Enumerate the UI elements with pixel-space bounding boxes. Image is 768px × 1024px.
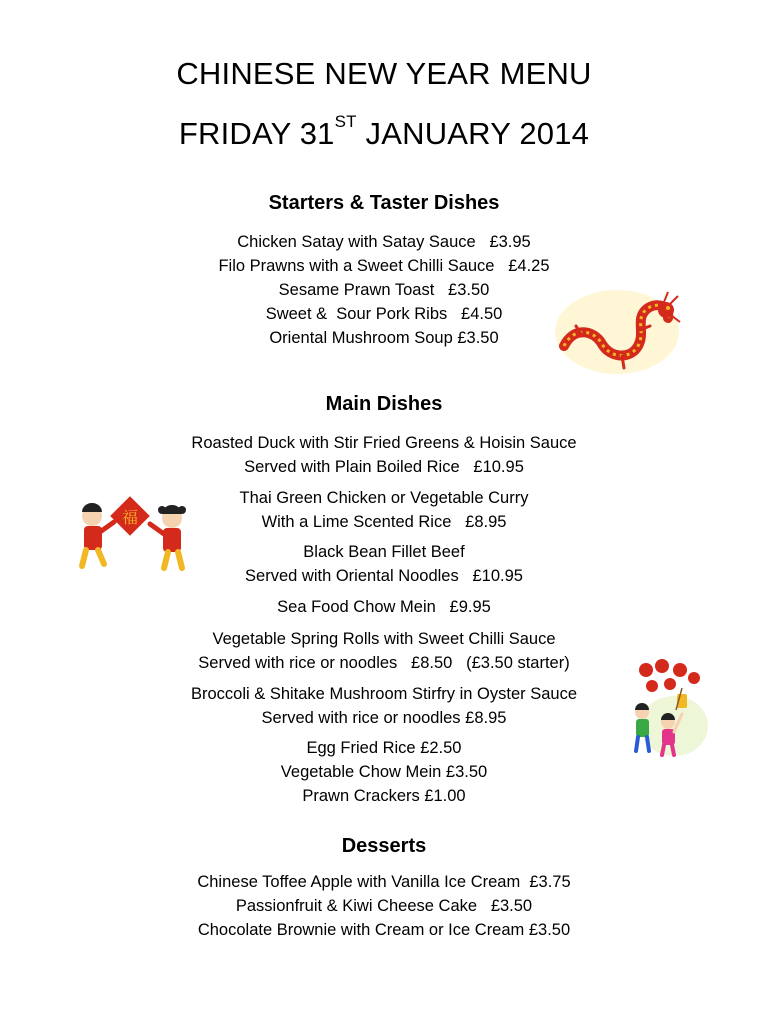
main-item: Thai Green Chicken or Vegetable Curry bbox=[239, 489, 529, 507]
main-item: With a Lime Scented Rice £8.95 bbox=[261, 513, 507, 531]
children-lanterns-icon bbox=[628, 656, 712, 760]
main-item: Served with rice or noodles £8.95 bbox=[261, 709, 507, 727]
starter-item: Chicken Satay with Satay Sauce £3.95 bbox=[237, 233, 531, 251]
dessert-item: Passionfruit & Kiwi Cheese Cake £3.50 bbox=[235, 897, 533, 915]
mains-heading: Main Dishes bbox=[325, 393, 443, 415]
main-item: Egg Fried Rice £2.50 bbox=[306, 739, 462, 757]
main-item: Sea Food Chow Mein £9.95 bbox=[277, 598, 491, 616]
main-item: Served with Plain Boiled Rice £10.95 bbox=[244, 458, 524, 476]
main-item: Vegetable Spring Rolls with Sweet Chilli Sauce bbox=[212, 630, 556, 648]
menu-date-post: JANUARY 2014 bbox=[356, 116, 590, 151]
dragon-icon bbox=[552, 286, 682, 378]
main-item: Vegetable Chow Mein £3.50 bbox=[280, 763, 488, 781]
dessert-item: Chinese Toffee Apple with Vanilla Ice Cream £3.75 bbox=[197, 873, 571, 891]
starter-item: Oriental Mushroom Soup £3.50 bbox=[269, 329, 499, 347]
main-item: Roasted Duck with Stir Fried Greens & Hoisin Sauce bbox=[191, 434, 577, 452]
menu-date-sup: ST bbox=[334, 112, 357, 131]
desserts-heading: Desserts bbox=[341, 835, 427, 857]
menu-title: CHINESE NEW YEAR MENU bbox=[176, 56, 592, 91]
starters-heading: Starters & Taster Dishes bbox=[268, 192, 500, 214]
menu-date-pre: FRIDAY 31 bbox=[178, 116, 335, 151]
starter-item: Sesame Prawn Toast £3.50 bbox=[278, 281, 490, 299]
main-item: Black Bean Fillet Beef bbox=[303, 543, 465, 561]
starter-item: Filo Prawns with a Sweet Chilli Sauce £4.25 bbox=[218, 257, 550, 275]
main-item: Broccoli & Shitake Mushroom Stirfry in Oyster Sauce bbox=[190, 685, 578, 703]
main-item: Prawn Crackers £1.00 bbox=[302, 787, 466, 805]
menu-date bbox=[0, 112, 768, 152]
main-item: Served with rice or noodles £8.50 (£3.50 starter) bbox=[198, 654, 570, 672]
starter-item: Sweet & Sour Pork Ribs £4.50 bbox=[265, 305, 503, 323]
svg-text:福: 福 bbox=[121, 508, 139, 527]
main-item: Served with Oriental Noodles £10.95 bbox=[245, 567, 523, 585]
children-fu-sign-icon bbox=[76, 496, 198, 578]
dessert-item: Chocolate Brownie with Cream or Ice Cream £3.50 bbox=[197, 921, 571, 939]
